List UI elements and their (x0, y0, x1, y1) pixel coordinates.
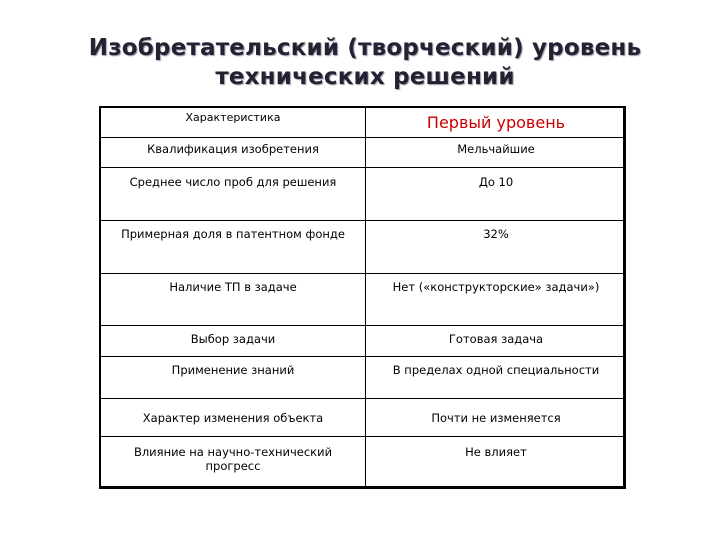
table-row (101, 138, 623, 168)
row-value: Готовая задача (448, 332, 544, 346)
table-header-row (101, 108, 623, 138)
table-row (101, 326, 623, 357)
row-value: В пределах одной специальности (392, 363, 600, 377)
table-row (101, 357, 623, 399)
row-value: Почти не изменяется (431, 411, 561, 425)
row-characteristic: Влияние на научно-технический прогресс (133, 445, 333, 473)
slide-title-line-1: Изобретательский (творческий) уровень (88, 35, 642, 61)
row-characteristic: Среднее число проб для решения (129, 175, 337, 189)
table-row (101, 437, 623, 487)
row-value: Нет («конструкторские» задачи») (392, 280, 600, 294)
slide-title (60, 34, 670, 92)
comparison-table (99, 106, 626, 489)
row-characteristic: Характер изменения объекта (142, 411, 324, 425)
table-row (101, 274, 623, 326)
row-value: Мельчайшие (457, 142, 535, 156)
row-characteristic: Применение знаний (171, 363, 295, 377)
row-value: Не влияет (465, 445, 527, 459)
row-value: 32% (483, 227, 509, 241)
header-characteristic: Характеристика (185, 111, 281, 124)
row-characteristic: Примерная доля в патентном фонде (121, 227, 345, 241)
row-value: До 10 (478, 175, 514, 189)
table-row (101, 168, 623, 221)
table-row (101, 399, 623, 437)
row-characteristic: Выбор задачи (190, 332, 276, 346)
table-row (101, 221, 623, 274)
row-characteristic: Квалификация изобретения (147, 142, 319, 156)
row-characteristic: Наличие ТП в задаче (169, 280, 297, 294)
slide-title-line-2: технических решений (215, 64, 515, 90)
header-first-level: Первый уровень (426, 113, 566, 132)
